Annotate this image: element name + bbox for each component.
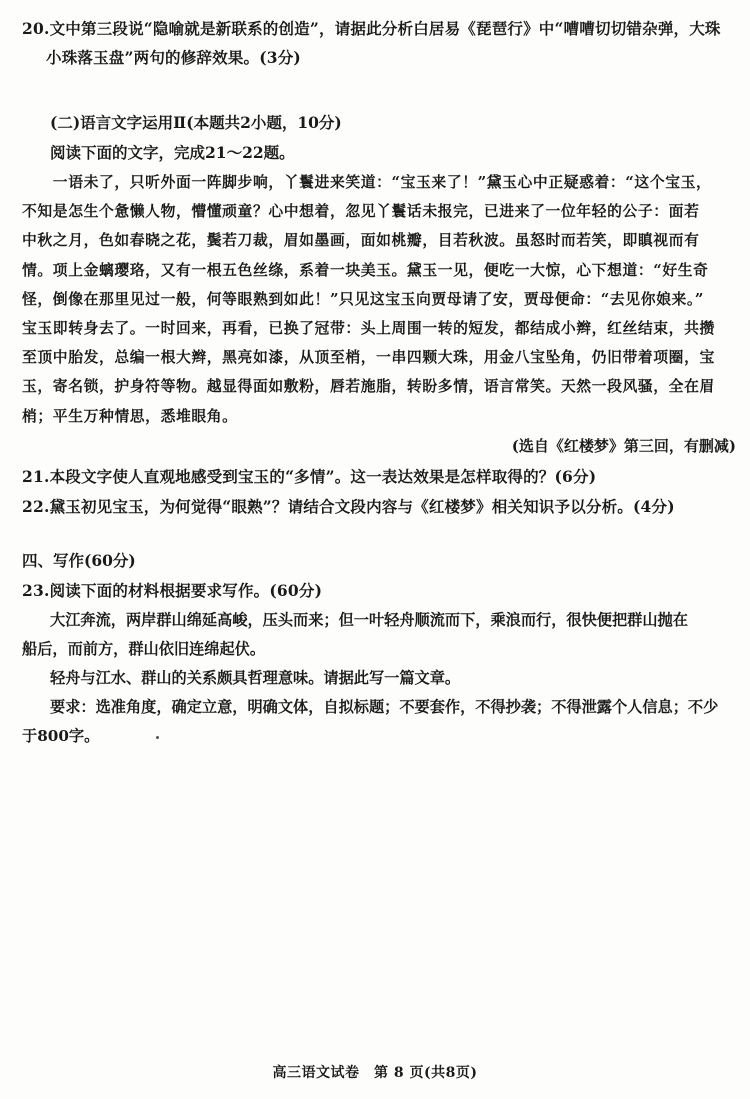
hongloumeng-passage — [22, 168, 736, 431]
passage-line: 怪，倒像在那里见过一般，何等眼熟到如此！”只见这宝玉向贾母请了安，贾母便命：“去见你娘来。” — [22, 290, 705, 308]
requirements-line-1: 要求：选准角度，确定立意，明确文体，自拟标题；不要套作，不得抄袭；不得泄露个人信息；不少 — [50, 698, 719, 716]
material-line-2: 船后，而前方，群山依旧连绵起伏。 — [22, 640, 265, 658]
question-20-line-1: 20.文中第三段说“隐喻就是新联系的创造”，请据此分析白居易《琵琶行》中“嘈嘈切切错杂弹，大珠 — [22, 19, 721, 38]
passage-line: 梢；平生万种情思，悉堆眼角。 — [22, 407, 238, 425]
passage-line: 一语未了，只听外面一阵脚步响，丫鬟进来笑道：“宝玉来了！”黛玉心中正疑惑着：“这个宝玉， — [22, 174, 712, 191]
page-footer: 高三语文试卷 第 8 页(共8页) — [272, 1065, 478, 1081]
writing-material — [22, 606, 734, 751]
writing-task: 轻舟与江水、群山的关系颇具哲理意味。请据此写一篇文章。 — [50, 669, 461, 687]
requirements-line-2: 于800字。 — [22, 727, 100, 745]
passage-line: 不知是怎生个惫懒人物，懵懂顽童？心中想着，忽见丫鬟话未报完，已进来了一位年轻的公子：面若 — [22, 203, 700, 221]
passage-line: 情。项上金螭璎珞，又有一根五色丝绦，系着一块美玉。黛玉一见，便吃一大惊，心下想道：“好生奇 — [22, 261, 709, 279]
question-20-line-2: 小珠落玉盘”两句的修辞效果。(3分) — [46, 48, 301, 67]
reading-instruction: 阅读下面的文字，完成21～22题。 — [50, 143, 295, 162]
passage-source: (选自《红楼梦》第三回，有删减) — [511, 437, 736, 455]
question-22: 22.黛玉初见宝玉，为何觉得“眼熟”？请结合文段内容与《红楼梦》相关知识予以分析。(4分) — [22, 497, 675, 516]
material-line-1: 大江奔流，两岸群山绵延高峻，压头而来；但一叶轻舟顺流而下，乘浪而行，很快便把群山抛在 — [50, 611, 688, 629]
section-title-writing: 四、写作(60分) — [22, 551, 136, 570]
question-20 — [22, 14, 734, 72]
passage-line: 玉，寄名锁，护身符等物。越显得面如敷粉，唇若施脂，转盼多情，语言常笑。天然一段风骚，全在眉 — [22, 378, 715, 396]
question-21: 21.本段文字使人直观地感受到宝玉的“多情”。这一表达效果是怎样取得的？(6分) — [22, 467, 597, 486]
scan-speck — [156, 736, 159, 739]
section-title-language-use: (二)语言文字运用Ⅱ(本题共2小题，10分) — [50, 113, 342, 132]
passage-line: 中秋之月，色如春晓之花，鬓若刀裁，眉如墨画，面如桃瓣，目若秋波。虽怒时而若笑，即瞋视而有 — [22, 232, 700, 250]
question-23-prompt: 23.阅读下面的材料根据要求写作。(60分) — [22, 581, 323, 600]
passage-line: 至顶中胎发，总编一根大辫，黑亮如漆，从顶至梢，一串四颗大珠，用金八宝坠角，仍旧带着项圈，宝 — [22, 349, 715, 367]
passage-line: 宝玉即转身去了。一时回来，再看，已换了冠带：头上周围一转的短发，都结成小辫，红丝结束，共攒 — [22, 320, 715, 338]
